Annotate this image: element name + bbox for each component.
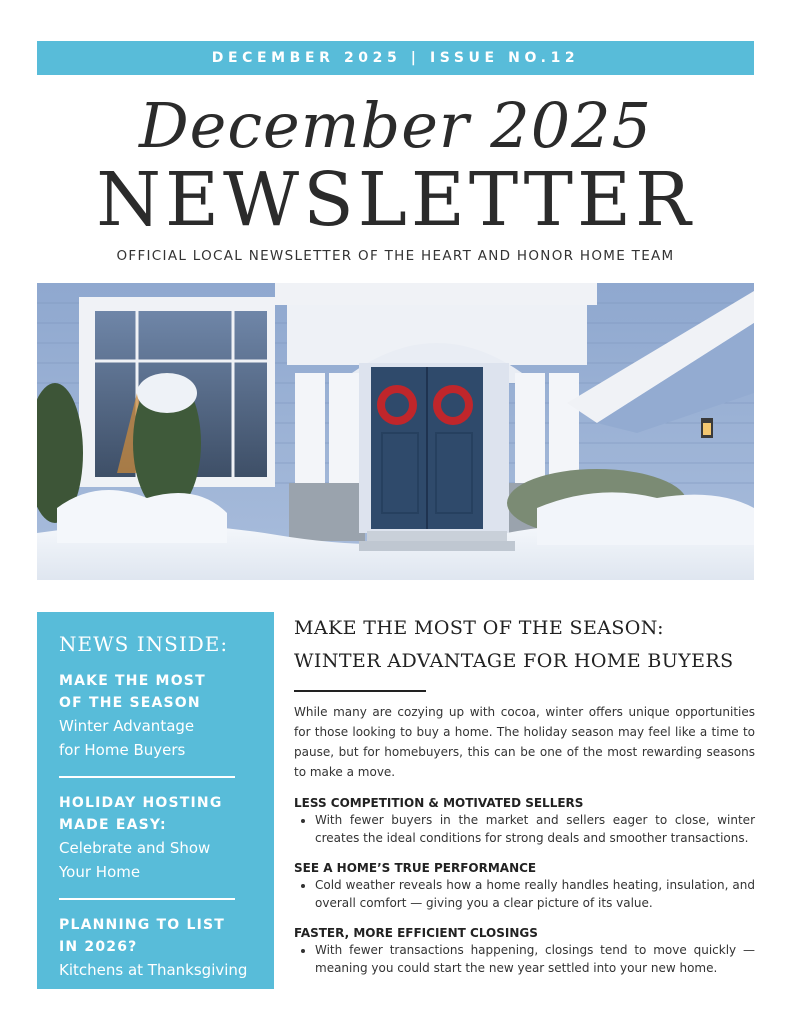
sidebar-divider bbox=[59, 898, 235, 900]
section-bullet: • With fewer transactions happening, closings tend to move quickly — meaning you could start the new year settled into your new home. bbox=[315, 941, 755, 977]
news-inside-sidebar bbox=[37, 612, 274, 989]
article-title: MAKE THE MOST OF THE SEASON: WINTER ADVANTAGE FOR HOME BUYERS bbox=[294, 617, 734, 672]
sidebar-item-subtitle: Kitchens at Thanksgiving bbox=[59, 961, 248, 979]
title-underline bbox=[294, 690, 426, 692]
section-heading: FASTER, MORE EFFICIENT CLOSINGS bbox=[294, 926, 538, 940]
sidebar-item[interactable] bbox=[59, 914, 256, 982]
section-bullet: • With fewer buyers in the market and sellers eager to close, winter creates the ideal conditions for strong deals and smoother transactions. bbox=[315, 811, 755, 847]
issue-banner bbox=[37, 41, 754, 75]
sidebar-heading: NEWS INSIDE: bbox=[59, 632, 229, 656]
sidebar-item[interactable] bbox=[59, 670, 256, 762]
masthead-subtitle: OFFICIAL LOCAL NEWSLETTER OF THE HEART AND HONOR HOME TEAM bbox=[116, 248, 675, 264]
section-heading: LESS COMPETITION & MOTIVATED SELLERS bbox=[294, 796, 584, 810]
newsletter-title: NEWSLETTER bbox=[96, 157, 695, 243]
sidebar-item[interactable] bbox=[59, 792, 256, 884]
main-article bbox=[294, 612, 755, 977]
sidebar-divider bbox=[59, 776, 235, 778]
sidebar-item-title: PLANNING TO LIST IN 2026? bbox=[59, 917, 226, 955]
sidebar-item-subtitle: Winter Advantage for Home Buyers bbox=[59, 717, 195, 759]
sidebar-item-title: MAKE THE MOST OF THE SEASON bbox=[59, 673, 206, 711]
issue-banner-text: DECEMBER 2025 | ISSUE NO.12 bbox=[211, 50, 580, 66]
hero-house-photo bbox=[37, 283, 754, 580]
section-bullet-list bbox=[294, 941, 755, 977]
article-intro: While many are cozying up with cocoa, winter offers unique opportunities for those looking to buy a home. The holiday season may feel like a time to pause, but for homebuyers, this can be one of the most rewarding seasons to make a move. bbox=[294, 705, 755, 779]
script-title: December 2025 bbox=[138, 89, 653, 162]
section-bullet-list bbox=[294, 811, 755, 847]
sidebar-item-subtitle: Celebrate and Show Your Home bbox=[59, 839, 211, 881]
sidebar-item-title: HOLIDAY HOSTING MADE EASY: bbox=[59, 795, 223, 833]
section-heading: SEE A HOME’S TRUE PERFORMANCE bbox=[294, 861, 537, 875]
section-bullet: • Cold weather reveals how a home really handles heating, insulation, and overall comfort — giving you a clear picture of its value. bbox=[315, 876, 755, 912]
section-bullet-list bbox=[294, 876, 755, 912]
